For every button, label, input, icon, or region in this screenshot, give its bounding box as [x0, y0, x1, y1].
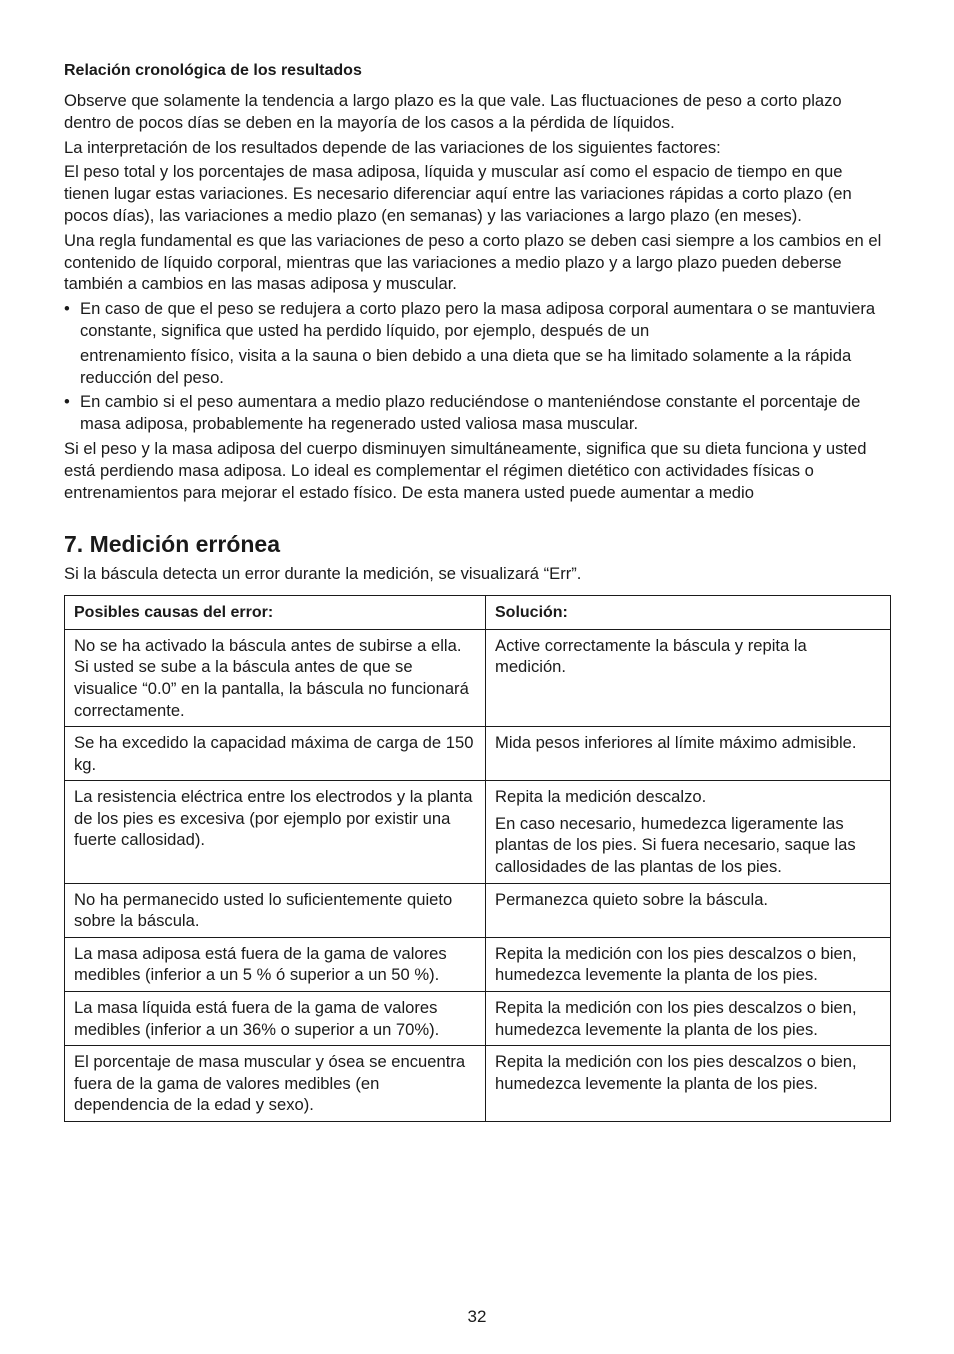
error-table: [64, 595, 891, 1122]
cause-cell: No se ha activado la báscula antes de subirse a ella. Si usted se sube a la báscula antes de que se visualice “0.0” en la pantalla, la báscula no funcionará correctamente.: [65, 629, 486, 726]
solution-cell: [486, 629, 891, 726]
cause-cell: La resistencia eléctrica entre los electrodos y la planta de los pies es excesiva (por ejemplo por existir una fuerte callosidad).: [65, 781, 486, 883]
table-row: [65, 629, 891, 726]
bullet-text: [80, 391, 890, 435]
bullet-text-part: En caso de que el peso se redujera a corto plazo pero la masa adiposa corporal aumentara o se mantuviera constante, significa que usted ha perdido líquido, por ejemplo, después de un: [80, 299, 876, 340]
table-row: [65, 937, 891, 991]
table-header-solution: Solución:: [486, 596, 891, 630]
section-title: 7. Medición errónea: [64, 531, 281, 558]
table-row: [65, 781, 891, 883]
solution-cell: [486, 992, 891, 1046]
table-row: [65, 992, 891, 1046]
cause-cell: No ha permanecido usted lo suficientemente quieto sobre la báscula.: [65, 883, 486, 937]
bullet-text-part: entrenamiento físico, visita a la sauna o bien debido a una dieta que se ha limitado solamente a la rápida reducción del peso.: [80, 345, 852, 387]
table-row: [65, 727, 891, 781]
solution-text: Repita la medición con los pies descalzos o bien, humedezca levemente la planta de los pies.: [495, 998, 857, 1039]
solution-text: Active correctamente la báscula y repita la medición.: [495, 635, 807, 677]
solution-cell: [486, 1046, 891, 1122]
solution-text: Repita la medición con los pies descalzos o bien, humedezca levemente la planta de los pies.: [495, 943, 857, 985]
bullet-dot: •: [64, 299, 70, 319]
paragraph: Una regla fundamental es que las variaciones de peso a corto plazo se deben casi siempre a los cambios en el contenido de líquido corporal, mientras que las variaciones a medio plazo y a largo plazo pueden deberse también a cambios en las masas adiposa y muscular.: [64, 230, 882, 294]
solution-cell: [486, 883, 891, 937]
section-subheading: Relación cronológica de los resultados: [64, 62, 362, 79]
solution-cell: [486, 727, 891, 781]
bullet-text: [80, 298, 890, 388]
bullet-dot: •: [64, 392, 70, 412]
table-header-cause: Posibles causas del error:: [65, 596, 486, 630]
section-intro: Si la báscula detecta un error durante la medición, se visualizará “Err”.: [64, 564, 582, 584]
cause-cell: Se ha excedido la capacidad máxima de carga de 150 kg.: [65, 727, 486, 781]
cause-cell: La masa adiposa está fuera de la gama de valores medibles (inferior a un 5 % ó superior a un 50 %).: [65, 937, 486, 991]
document-page: [64, 60, 890, 1122]
table-header-row: [65, 596, 891, 630]
bullet-item: [64, 391, 890, 435]
solution-cell: [486, 781, 891, 883]
bullet-text-part: En cambio si el peso aumentara a medio plazo reduciéndose o manteniéndose constante el porcentaje de masa adiposa, probablemente ha regenerado usted valiosa masa muscular.: [80, 392, 861, 434]
bullet-item: [64, 298, 890, 388]
paragraph: Observe que solamente la tendencia a largo plazo es la que vale. Las fluctuaciones de peso a corto plazo dentro de pocos días se deben en la mayoría de los casos a la pérdida de líquidos.: [64, 91, 842, 132]
page-number: 32: [467, 1307, 487, 1326]
solution-text: Mida pesos inferiores al límite máximo admisible.: [495, 733, 857, 753]
solution-text: En caso necesario, humedezca ligeramente las plantas de los pies. Si fuera necesario, saque las callosidades de las plantas de los pies.: [495, 813, 856, 877]
paragraph: La interpretación de los resultados depende de las variaciones de los siguientes factores:: [64, 137, 721, 157]
table-row: [65, 1046, 891, 1122]
cause-cell: La masa líquida está fuera de la gama de valores medibles (inferior a un 36% o superior a un 70%).: [65, 992, 486, 1046]
closing-paragraph: Si el peso y la masa adiposa del cuerpo disminuyen simultáneamente, significa que su dieta funciona y usted está perdiendo masa adiposa. Lo ideal es complementar el régimen dietético con actividades físicas o entrenamientos para mejorar el estado físico. De esta manera usted puede aumentar a medio: [64, 438, 867, 502]
solution-cell: [486, 937, 891, 991]
solution-text: Repita la medición con los pies descalzos o bien, humedezca levemente la planta de los pies.: [495, 1052, 857, 1093]
solution-text: Permanezca quieto sobre la báscula.: [495, 889, 769, 909]
solution-text: Repita la medición descalzo.: [495, 787, 707, 807]
table-row: [65, 883, 891, 937]
cause-cell: El porcentaje de masa muscular y ósea se encuentra fuera de la gama de valores medibles (en dependencia de la edad y sexo).: [65, 1046, 486, 1122]
paragraph: El peso total y los porcentajes de masa adiposa, líquida y muscular así como el espacio de tiempo en que tienen lugar estas variaciones. Es necesario diferenciar aquí entre las variaciones rápidas a corto plazo (en pocos días), las variaciones a medio plazo (en semanas) y las variaciones a largo plazo (en meses).: [64, 162, 852, 225]
